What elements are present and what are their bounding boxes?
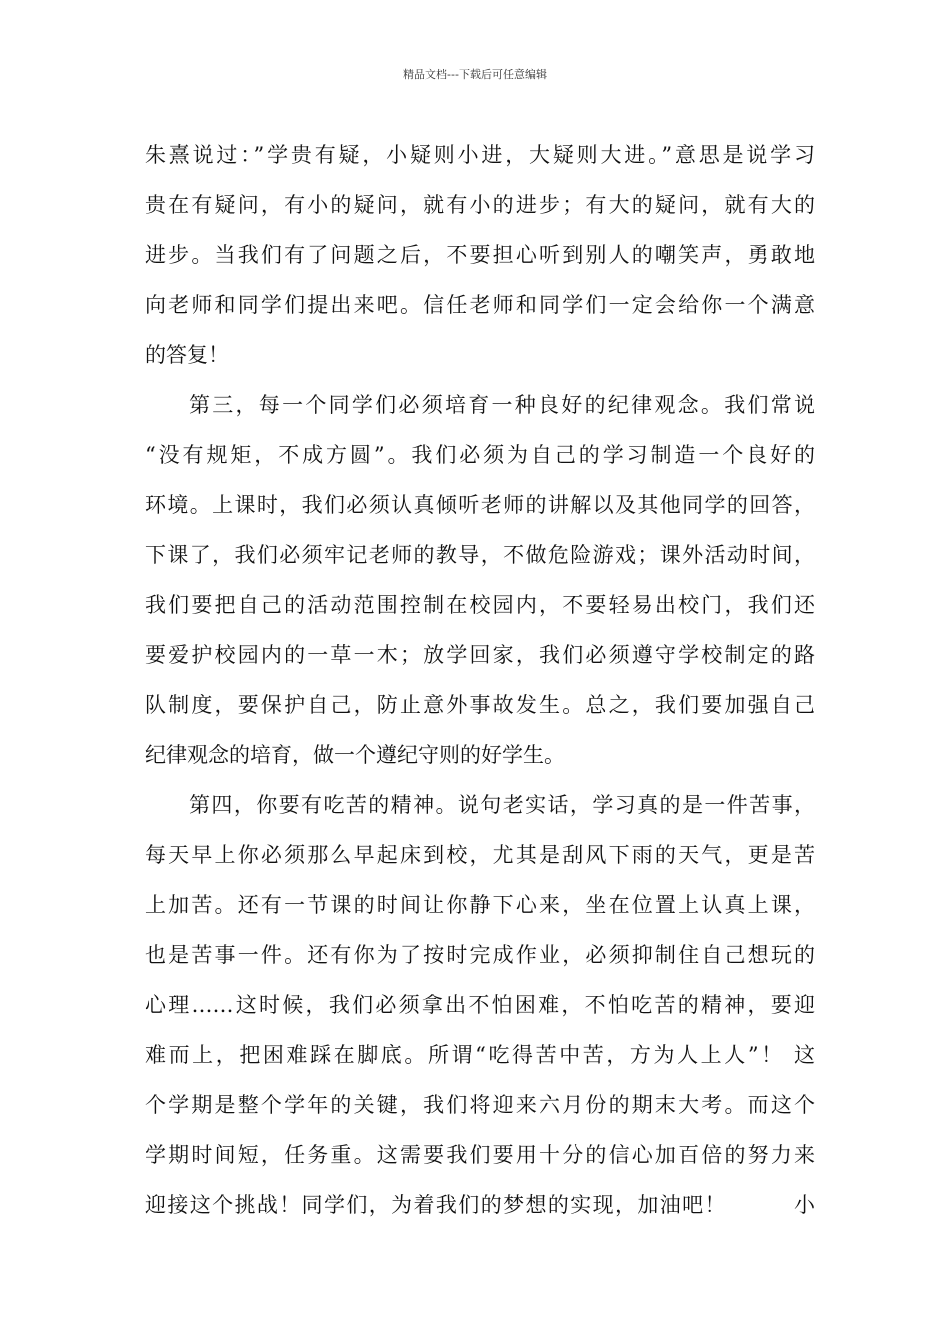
text-line: 上加苦。还有一节课的时间让你静下心来，坐在位置上认真上课， [145,893,815,917]
text-line: 环境。上课时，我们必须认真倾听老师的讲解以及其他同学的回答， [145,493,815,517]
text-line: 向老师和同学们提出来吧。信任老师和同学们一定会给你一个满意 [145,293,815,317]
text-line: 每天早上你必须那么早起床到校，尤其是刮风下雨的天气，更是苦 [145,843,815,867]
text-line: 朱熹说过：”学贵有疑，小疑则小进，大疑则大进。”意思是说学习 [145,143,815,167]
text-line: 个学期是整个学年的关键，我们将迎来六月份的期末大考。而这个 [145,1093,815,1117]
paragraph-start-line: 第三，每一个同学们必须培育一种良好的纪律观念。我们常说 [189,393,815,417]
text-line: 我们要把自己的活动范围控制在校园内，不要轻易出校门，我们还 [145,593,815,617]
text-line: 要爱护校园内的一草一木；放学回家，我们必须遵守学校制定的路 [145,643,815,667]
paragraph-start-line: 第四，你要有吃苦的精神。说句老实话，学习真的是一件苦事， [189,793,815,817]
text-line: 队制度，要保护自己，防止意外事故发生。总之，我们要加强自己 [145,693,815,717]
text-line: 的答复！ [145,343,229,367]
text-line: 也是苦事一件。还有你为了按时完成作业，必须抑制住自己想玩的 [145,943,815,967]
text-line: 下课了，我们必须牢记老师的教导，不做危险游戏；课外活动时间， [145,543,815,567]
text-line: 难而上，把困难踩在脚底。所谓“吃得苦中苦，方为人上人”！ 这 [145,1043,815,1067]
text-line: “没有规矩，不成方圆”。我们必须为自己的学习制造一个良好的 [145,443,815,467]
document-body [145,130,815,1230]
text-line: 进步。当我们有了问题之后，不要担心听到别人的嘲笑声，勇敢地 [145,243,815,267]
text-line: 贵在有疑问，有小的疑问，就有小的进步；有大的疑问，就有大的 [145,193,815,217]
text-line: 心理……这时候，我们必须拿出不怕困难，不怕吃苦的精神，要迎 [145,993,815,1017]
text-line: 迎接这个挑战！同学们，为着我们的梦想的实现，加油吧！ 小 [145,1193,815,1217]
page-header: 精品文档---下载后可任意编辑 [403,68,547,81]
text-line: 学期时间短，任务重。这需要我们要用十分的信心加百倍的努力来 [145,1143,815,1167]
text-line: 纪律观念的培育，做一个遵纪守则的好学生。 [145,743,565,767]
